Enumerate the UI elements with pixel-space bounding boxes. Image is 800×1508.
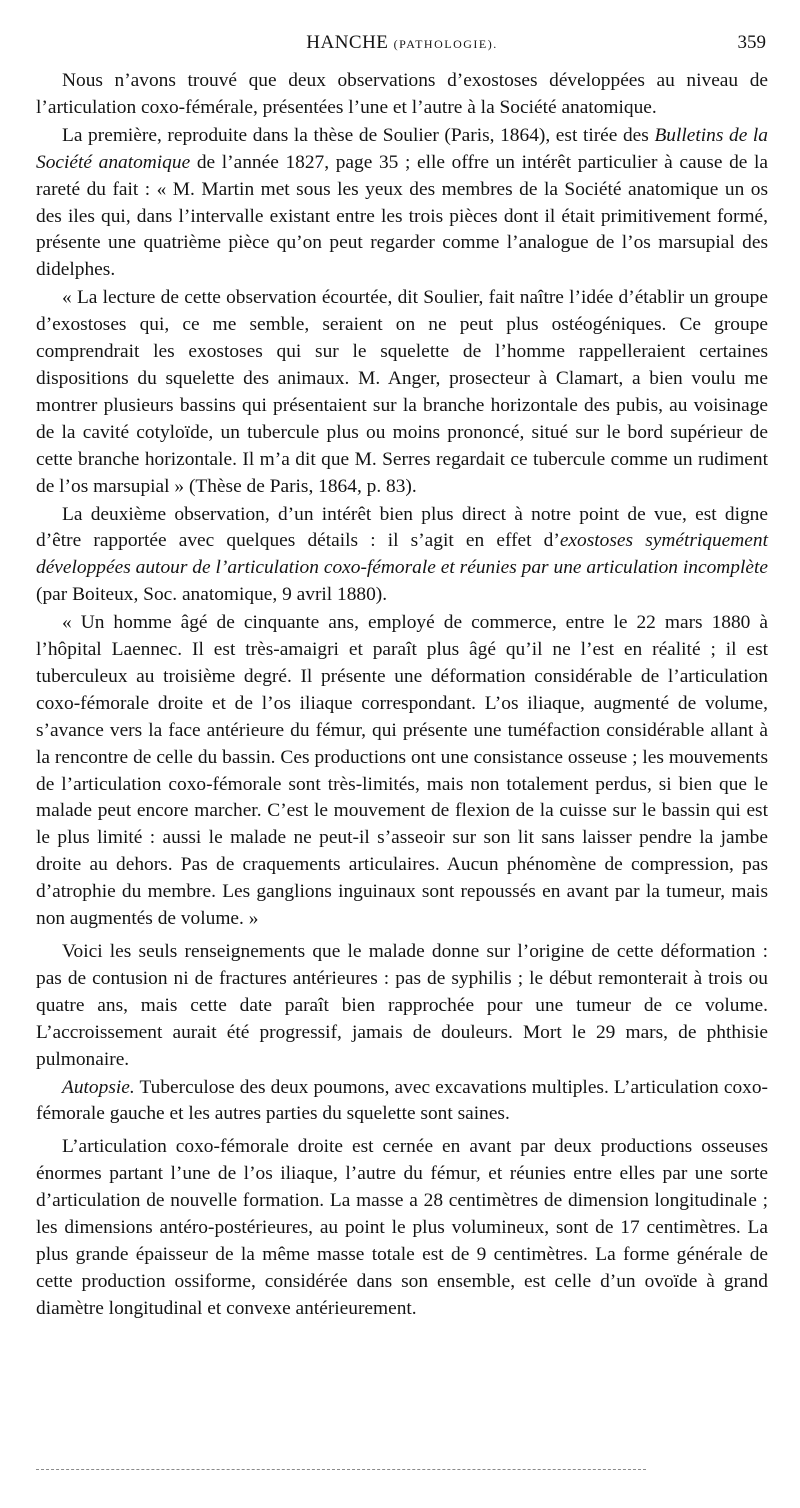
text-segment: Nous n’avons trouvé que deux observations d’exostoses développées au niveau de l’articulation coxo-fémérale, présentées l’une et l’autre à la Société anatomique. bbox=[36, 70, 768, 118]
paragraph bbox=[36, 68, 768, 122]
text-segment: La première, reproduite dans la thèse de Soulier (Paris, 1864), est tirée des bbox=[62, 124, 655, 146]
running-title-sub: (PATHOLOGIE). bbox=[393, 37, 498, 51]
text-segment: de l’année 1827, page 35 ; elle offre un intérêt particulier à cause de la rareté du fait : « M. Martin met sous les yeux des membres de la Société anatomique un os des iles qui, dans l’intervalle existant entre les trois pièces dont il était primitivement formé, présente une quatrième pièce qu’on peut regarder comme l’analogue de l’os marsupial des didelphes. bbox=[36, 151, 769, 281]
body-text bbox=[36, 68, 768, 1323]
footer-rule bbox=[36, 1469, 646, 1470]
paragraph bbox=[36, 939, 768, 1074]
italic-segment: Bulletins de la Société anatomique bbox=[36, 124, 768, 173]
text-segment: Voici les seuls renseignements que le malade donne sur l’origine de cette déformation : pas de contusion ni de fractures antérieures : pas de syphilis ; le début remonterait à trois ou quatre ans, mais cette date paraît bien rapprochée pour une tumeur de ce volume. L’accroissement aurait été progressif, jamais de douleurs. Mort le 29 mars, de phthisie pulmonaire. bbox=[36, 941, 768, 1070]
text-segment: « La lecture de cette observation écourtée, dit Soulier, fait naître l’idée d’établir un groupe d’exostoses qui, ce me semble, seraient on ne peut plus ostéogéniques. Ce groupe comprendrait les exostoses qui sur le squelette de l’homme rappelleraient certaines dispositions du squelette des animaux. M. Anger, prosecteur à Clamart, a bien voulu me montrer plusieurs bassins qui présentaient sur la branche horizontale des pubis, au voisinage de la cavité cotyloïde, un tubercule plus ou moins prononcé, situé sur le bord supérieur de cette branche horizontale. Il m’a dit que M. Serres regardait ce tubercule comme un rudiment de l’os marsupial » (Thèse de Paris, 1864, p. 83). bbox=[36, 287, 768, 497]
text-segment: « Un homme âgé de cinquante ans, employé de commerce, entre le 22 mars 1880 à l’hôpital Laennec. Il est très-amaigri et paraît plus âgé qu’il ne l’est en réalité ; il est tuberculeux au troisième degré. Il présente une déformation considérable de l’articulation coxo-fémorale droite et de l’os iliaque correspondant. L’os iliaque, augmenté de volume, s’avance vers la face antérieure du fémur, qui présente une tuméfaction considérable allant à la rencontre de celle du bassin. Ces productions ont une consistance osseuse ; les mouvements de l’articulation coxo-fémorale sont très-limités, mais non totalement perdus, si bien que le malade peut encore marcher. C’est le mouvement de flexion de la cuisse sur le bassin qui est le plus limité : aussi le malade ne peut-il s’asseoir sur son lit sans laisser pendre la jambe droite au dehors. Pas de craquements articulaires. Aucun phénomène de compression, pas d’atrophie du membre. Les ganglions inguinaux sont repoussés en avant par la tumeur, mais non augmentés de volume. » bbox=[36, 612, 768, 930]
paragraph bbox=[36, 1075, 768, 1129]
text-segment: La deuxième observation, d’un intérêt bien plus direct à notre point de vue, est digne d’être rapportée avec quelques détails : il s’agit en effet d’ bbox=[36, 503, 768, 552]
paragraph bbox=[36, 610, 768, 933]
text-segment: L’articulation coxo-fémorale droite est cernée en avant par deux productions osseuses énormes partant l’une de l’os iliaque, l’autre du fémur, et réunies entre elles par une sorte d’articulation de nouvelle formation. La masse a 28 centimètres de dimension longitudinale ; les dimensions antéro-postérieures, au point le plus volumineux, sont de 17 centimètres. La plus grande épaisseur de la même masse totale est de 9 centimètres. La forme générale de cette production ossiforme, considérée dans son ensemble, est celle d’un ovoïde à grand diamètre longitudinal et convexe antérieurement. bbox=[36, 1136, 768, 1319]
paragraph bbox=[36, 502, 768, 610]
paragraph bbox=[36, 285, 768, 500]
italic-segment: Autopsie. bbox=[62, 1076, 135, 1098]
italic-segment: exostoses symétriquement développées autour de l’articulation coxo-fémorale et réunies par une articulation incomplète bbox=[36, 530, 768, 579]
paragraph bbox=[36, 1134, 768, 1322]
running-title bbox=[36, 30, 768, 57]
page-number: 359 bbox=[737, 32, 766, 53]
paragraph bbox=[36, 123, 768, 284]
text-segment: (par Boiteux, Soc. anatomique, 9 avril 1880). bbox=[36, 584, 388, 606]
page-header bbox=[36, 30, 768, 68]
text-segment: Tuberculose des deux poumons, avec excavations multiples. L’articulation coxo-fémorale gauche et les autres parties du squelette sont saines. bbox=[36, 1076, 768, 1125]
running-title-main: HANCHE bbox=[306, 32, 389, 53]
